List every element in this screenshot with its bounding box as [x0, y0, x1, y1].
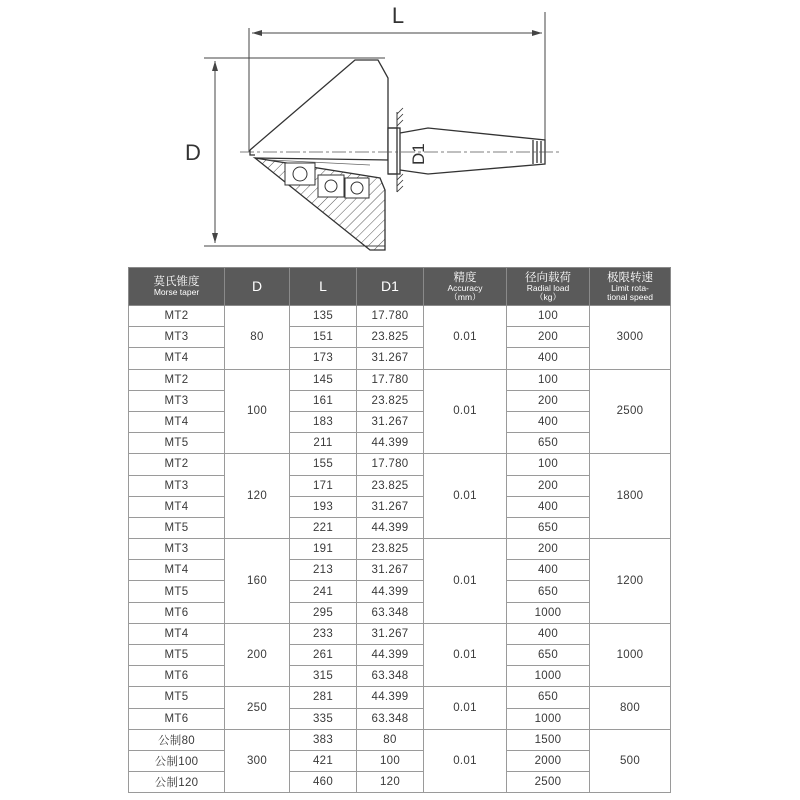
cell-d1: 100	[357, 750, 424, 771]
table-body	[129, 306, 671, 793]
cell-radial-load: 650	[507, 517, 590, 538]
cell-l: 161	[290, 390, 357, 411]
cell-d1: 23.825	[357, 475, 424, 496]
cell-d1: 63.348	[357, 708, 424, 729]
table-row	[129, 560, 671, 581]
cell-limit-speed: 1000	[590, 623, 671, 687]
cell-taper: MT3	[129, 327, 225, 348]
cell-l: 213	[290, 560, 357, 581]
header-label: 极限转速	[607, 271, 653, 284]
cell-radial-load: 400	[507, 623, 590, 644]
cell-accuracy: 0.01	[424, 539, 507, 624]
cell-l: 145	[290, 369, 357, 390]
cell-taper: MT3	[129, 390, 225, 411]
header-sublabel: Radial load	[526, 282, 570, 293]
cell-taper: MT5	[129, 581, 225, 602]
table-row	[129, 327, 671, 348]
label-d: D	[185, 140, 201, 165]
cone-body	[250, 60, 388, 250]
cell-d1: 44.399	[357, 433, 424, 454]
cell-d: 80	[225, 306, 290, 370]
cell-l: 135	[290, 306, 357, 327]
cell-l: 193	[290, 496, 357, 517]
cell-d1: 31.267	[357, 411, 424, 432]
header-label: 径向载荷	[525, 271, 571, 284]
cell-d1: 31.267	[357, 623, 424, 644]
cell-l: 241	[290, 581, 357, 602]
header-accuracy	[424, 268, 507, 306]
cell-d1: 44.399	[357, 517, 424, 538]
table-row	[129, 411, 671, 432]
cell-limit-speed: 500	[590, 729, 671, 793]
table-row	[129, 729, 671, 750]
cell-accuracy: 0.01	[424, 454, 507, 539]
header-label: 精度	[453, 271, 477, 284]
cell-d1: 44.399	[357, 581, 424, 602]
cell-taper: 公制100	[129, 750, 225, 771]
cell-radial-load: 100	[507, 454, 590, 475]
header-l	[290, 268, 357, 306]
cell-taper: MT4	[129, 623, 225, 644]
cell-taper: MT2	[129, 454, 225, 475]
table-row	[129, 369, 671, 390]
cell-limit-speed: 3000	[590, 306, 671, 370]
cell-radial-load: 650	[507, 433, 590, 454]
cell-d1: 31.267	[357, 348, 424, 369]
cell-taper: 公制80	[129, 729, 225, 750]
header-sublabel-2: tional speed	[607, 291, 653, 302]
cell-d1: 17.780	[357, 454, 424, 475]
header-label: D1	[381, 278, 399, 295]
cell-taper: MT6	[129, 602, 225, 623]
cell-l: 155	[290, 454, 357, 475]
cell-d1: 17.780	[357, 306, 424, 327]
table-row	[129, 348, 671, 369]
cell-taper: MT2	[129, 306, 225, 327]
cell-l: 261	[290, 645, 357, 666]
cell-radial-load: 200	[507, 327, 590, 348]
cell-radial-load: 400	[507, 496, 590, 517]
cell-l: 460	[290, 772, 357, 793]
cell-radial-load: 1500	[507, 729, 590, 750]
cell-l: 173	[290, 348, 357, 369]
header-limit-speed	[590, 268, 671, 306]
cell-d1: 44.399	[357, 645, 424, 666]
cell-d: 250	[225, 687, 290, 729]
header-morse-taper	[129, 268, 225, 306]
cell-taper: MT3	[129, 475, 225, 496]
table-row	[129, 708, 671, 729]
cell-taper: MT5	[129, 517, 225, 538]
cell-taper: MT4	[129, 560, 225, 581]
cell-d1: 63.348	[357, 602, 424, 623]
cell-d: 120	[225, 454, 290, 539]
cell-l: 183	[290, 411, 357, 432]
table-row	[129, 623, 671, 644]
cell-l: 233	[290, 623, 357, 644]
cell-limit-speed: 2500	[590, 369, 671, 454]
live-center-drawing	[0, 0, 800, 262]
header-sublabel-2: （kg）	[535, 291, 561, 302]
table-row	[129, 539, 671, 560]
cell-limit-speed: 1200	[590, 539, 671, 624]
spec-table	[128, 267, 671, 793]
cell-radial-load: 200	[507, 390, 590, 411]
cell-l: 171	[290, 475, 357, 496]
cell-radial-load: 200	[507, 475, 590, 496]
cell-d1: 23.825	[357, 327, 424, 348]
cell-d1: 23.825	[357, 390, 424, 411]
cell-l: 421	[290, 750, 357, 771]
cell-radial-load: 400	[507, 411, 590, 432]
cell-radial-load: 650	[507, 581, 590, 602]
table-row	[129, 581, 671, 602]
table-row	[129, 666, 671, 687]
cell-l: 211	[290, 433, 357, 454]
header-sublabel: Limit rota-	[611, 282, 649, 293]
cell-radial-load: 2500	[507, 772, 590, 793]
cell-taper: MT5	[129, 433, 225, 454]
header-label: 莫氏锥度	[153, 276, 200, 288]
cell-radial-load: 1000	[507, 666, 590, 687]
cell-d: 300	[225, 729, 290, 793]
cell-radial-load: 650	[507, 687, 590, 708]
header-d1	[357, 268, 424, 306]
cell-accuracy: 0.01	[424, 729, 507, 793]
cell-d1: 17.780	[357, 369, 424, 390]
cell-taper: 公制120	[129, 772, 225, 793]
cell-l: 295	[290, 602, 357, 623]
cell-taper: MT5	[129, 687, 225, 708]
cell-limit-speed: 800	[590, 687, 671, 729]
cell-d: 160	[225, 539, 290, 624]
header-d	[225, 268, 290, 306]
cell-l: 315	[290, 666, 357, 687]
cell-d1: 80	[357, 729, 424, 750]
table-row	[129, 433, 671, 454]
cell-l: 335	[290, 708, 357, 729]
cell-taper: MT3	[129, 539, 225, 560]
cell-d1: 44.399	[357, 687, 424, 708]
table-row	[129, 772, 671, 793]
cell-l: 383	[290, 729, 357, 750]
cell-accuracy: 0.01	[424, 369, 507, 454]
cell-d: 100	[225, 369, 290, 454]
header-sublabel-2: （mm）	[449, 291, 481, 302]
table-row	[129, 602, 671, 623]
cell-l: 221	[290, 517, 357, 538]
header-sublabel: Morse taper	[153, 287, 200, 298]
cell-taper: MT6	[129, 708, 225, 729]
cell-l: 151	[290, 327, 357, 348]
table-row	[129, 390, 671, 411]
cell-taper: MT2	[129, 369, 225, 390]
table-row	[129, 306, 671, 327]
cell-d1: 23.825	[357, 539, 424, 560]
table-row	[129, 454, 671, 475]
table-row	[129, 687, 671, 708]
cell-d1: 63.348	[357, 666, 424, 687]
header-label: D	[251, 278, 263, 295]
label-l: L	[391, 3, 405, 28]
header-sublabel: Accuracy	[447, 282, 483, 293]
cell-d1: 120	[357, 772, 424, 793]
cell-radial-load: 1000	[507, 708, 590, 729]
table-row	[129, 496, 671, 517]
cell-taper: MT5	[129, 645, 225, 666]
cell-taper: MT4	[129, 411, 225, 432]
table-row	[129, 517, 671, 538]
cell-radial-load: 200	[507, 539, 590, 560]
cell-radial-load: 400	[507, 348, 590, 369]
cell-taper: MT4	[129, 348, 225, 369]
table-row	[129, 475, 671, 496]
header-label: L	[319, 278, 327, 295]
cell-d: 200	[225, 623, 290, 687]
cell-radial-load: 650	[507, 645, 590, 666]
cell-radial-load: 100	[507, 369, 590, 390]
cell-accuracy: 0.01	[424, 623, 507, 687]
table-row	[129, 750, 671, 771]
cell-taper: MT4	[129, 496, 225, 517]
header-radial-load	[507, 268, 590, 306]
cell-l: 281	[290, 687, 357, 708]
cell-radial-load: 400	[507, 560, 590, 581]
cell-radial-load: 1000	[507, 602, 590, 623]
table-row	[129, 645, 671, 666]
cell-taper: MT6	[129, 666, 225, 687]
cell-accuracy: 0.01	[424, 306, 507, 370]
cell-limit-speed: 1800	[590, 454, 671, 539]
cell-d1: 31.267	[357, 496, 424, 517]
cell-accuracy: 0.01	[424, 687, 507, 729]
label-d1: D1	[409, 143, 428, 165]
cell-l: 191	[290, 539, 357, 560]
table-header	[129, 268, 671, 306]
cell-radial-load: 100	[507, 306, 590, 327]
cell-d1: 31.267	[357, 560, 424, 581]
cell-radial-load: 2000	[507, 750, 590, 771]
